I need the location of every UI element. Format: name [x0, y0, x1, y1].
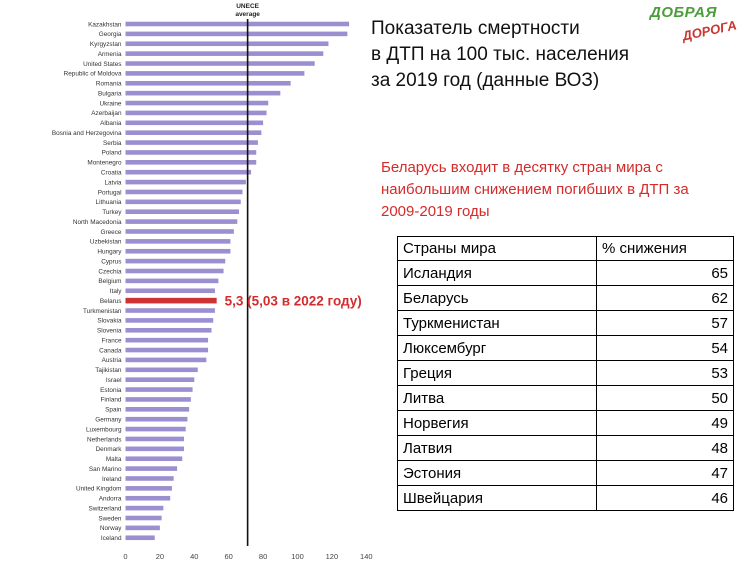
category-label: United Kingdom: [76, 485, 122, 493]
value-cell: 54: [597, 336, 734, 361]
logo-text-bottom: ДОРОГА: [681, 17, 738, 44]
bar-andorra: [126, 496, 171, 501]
table-header-row: [398, 237, 734, 261]
bar-poland: [126, 150, 257, 155]
bar-estonia: [126, 387, 193, 392]
bar-greece: [126, 229, 234, 234]
title-line-1: Показатель смертности: [371, 18, 580, 39]
bar-azerbaijan: [126, 111, 267, 116]
category-label: Turkmenistan: [83, 307, 122, 315]
bar-montenegro: [126, 160, 257, 165]
category-label: Cyprus: [101, 258, 122, 266]
x-tick-label: 20: [155, 552, 165, 561]
category-label: Denmark: [95, 446, 122, 454]
category-label: Slovenia: [96, 327, 122, 335]
category-label: Albania: [100, 120, 122, 128]
bar-finland: [126, 397, 191, 402]
header-percent: % снижения: [597, 237, 734, 261]
category-label: Georgia: [98, 31, 122, 39]
bar-kyrgyzstan: [126, 41, 329, 46]
table-row: [398, 311, 734, 336]
category-label: Uzbekistan: [89, 238, 122, 246]
x-tick-label: 40: [190, 552, 199, 561]
x-tick-label: 0: [123, 552, 128, 561]
bar-sweden: [126, 516, 162, 521]
bar-san-marino: [126, 466, 178, 471]
bar-north-macedonia: [126, 219, 238, 224]
bar-czechia: [126, 269, 224, 274]
country-cell: Норвегия: [398, 411, 597, 436]
bar-republic-of-moldova: [126, 71, 305, 76]
title-line-2: в ДТП на 100 тыс. населения: [371, 44, 630, 65]
category-label: Poland: [101, 149, 122, 157]
value-cell: 50: [597, 386, 734, 411]
bar-latvia: [126, 180, 246, 185]
bar-turkmenistan: [126, 308, 215, 313]
table-row: [398, 286, 734, 311]
category-label: Switzerland: [88, 505, 122, 513]
title-line-3: за 2019 год (данные ВОЗ): [371, 70, 600, 91]
country-cell: Швейцария: [398, 486, 597, 511]
category-label: Netherlands: [87, 436, 122, 444]
bar-bosnia-and-herzegovina: [126, 130, 262, 135]
category-label: Germany: [95, 416, 122, 424]
x-tick-label: 100: [291, 552, 304, 561]
category-label: Spain: [105, 406, 122, 414]
bar-malta: [126, 456, 183, 461]
bar-united-kingdom: [126, 486, 172, 491]
header-country: Страны мира: [398, 237, 597, 261]
bar-italy: [126, 288, 215, 293]
category-label: Norway: [99, 525, 122, 533]
value-cell: 47: [597, 461, 734, 486]
table-row: [398, 386, 734, 411]
value-cell: 48: [597, 436, 734, 461]
bar-croatia: [126, 170, 252, 175]
bar-luxembourg: [126, 427, 186, 432]
category-label: Armenia: [97, 50, 122, 58]
category-label: Ukraine: [99, 100, 122, 108]
bar-spain: [126, 407, 190, 412]
bar-bulgaria: [126, 91, 281, 96]
bar-netherlands: [126, 437, 184, 442]
value-cell: 62: [597, 286, 734, 311]
bar-tajikistan: [126, 368, 198, 373]
bar-slovenia: [126, 328, 212, 333]
bar-united-states: [126, 61, 315, 66]
category-label: Croatia: [100, 169, 122, 177]
country-cell: Эстония: [398, 461, 597, 486]
subtitle: [381, 157, 746, 223]
bar-kazakhstan: [126, 22, 350, 27]
category-label: Italy: [109, 288, 122, 296]
page-title: [371, 16, 681, 94]
country-cell: Люксембург: [398, 336, 597, 361]
category-label: Latvia: [104, 179, 122, 187]
category-label: Romania: [95, 80, 122, 88]
value-cell: 46: [597, 486, 734, 511]
category-label: Czechia: [98, 268, 122, 276]
bar-germany: [126, 417, 188, 422]
category-label: Belgium: [98, 278, 122, 286]
bar-cyprus: [126, 259, 226, 264]
category-label: Bulgaria: [98, 90, 122, 98]
category-label: Canada: [99, 347, 122, 355]
bar-serbia: [126, 140, 258, 145]
category-label: France: [101, 337, 122, 345]
x-tick-label: 140: [360, 552, 373, 561]
category-label: Lithuania: [95, 199, 122, 207]
category-label: Bosnia and Herzegovina: [51, 129, 122, 137]
belarus-annotation: 5,3 (5,03 в 2022 году): [224, 293, 362, 309]
country-cell: Греция: [398, 361, 597, 386]
table-row: [398, 261, 734, 286]
bar-israel: [126, 377, 195, 382]
category-label: Kyrgyzstan: [89, 41, 122, 49]
logo: [640, 3, 748, 53]
bar-canada: [126, 348, 209, 353]
category-label: Tajikistan: [95, 367, 122, 375]
bar-switzerland: [126, 506, 164, 511]
category-label: North Macedonia: [72, 218, 122, 226]
table-row: [398, 461, 734, 486]
category-label: Luxembourg: [85, 426, 122, 434]
bar-slovakia: [126, 318, 214, 323]
bar-hungary: [126, 249, 231, 254]
bar-belarus: [126, 298, 217, 304]
value-cell: 53: [597, 361, 734, 386]
bar-turkey: [126, 209, 240, 214]
bar-albania: [126, 121, 264, 126]
country-cell: Исландия: [398, 261, 597, 286]
category-label: San Marino: [88, 465, 122, 473]
bar-iceland: [126, 535, 155, 540]
value-cell: 65: [597, 261, 734, 286]
category-label: Serbia: [103, 139, 122, 147]
bar-georgia: [126, 32, 348, 37]
category-label: Andorra: [98, 495, 122, 503]
country-cell: Туркменистан: [398, 311, 597, 336]
x-tick-label: 60: [224, 552, 233, 561]
bar-portugal: [126, 190, 243, 195]
value-cell: 57: [597, 311, 734, 336]
category-label: Slovakia: [97, 317, 122, 325]
category-label: Azerbaijan: [91, 110, 122, 118]
table-row: [398, 411, 734, 436]
category-label: Montenegro: [87, 159, 122, 167]
x-tick-label: 120: [325, 552, 339, 561]
bar-norway: [126, 526, 160, 531]
category-label: Finland: [100, 396, 122, 404]
bar-denmark: [126, 447, 184, 452]
bar-uzbekistan: [126, 239, 231, 244]
category-label: Portugal: [97, 189, 122, 197]
category-label: Hungary: [97, 248, 122, 256]
bar-belgium: [126, 279, 219, 284]
category-label: Belarus: [99, 297, 122, 305]
reference-label-line2: average: [235, 11, 260, 18]
category-label: Greece: [100, 228, 122, 236]
category-label: Turkey: [102, 209, 122, 217]
category-label: Malta: [105, 456, 122, 464]
table-row: [398, 486, 734, 511]
x-tick-label: 80: [258, 552, 268, 561]
subtitle-line-1: Беларусь входит в десятку стран мира с: [381, 159, 663, 176]
category-label: Israel: [105, 376, 122, 384]
bar-france: [126, 338, 209, 343]
category-label: Republic of Moldova: [63, 70, 122, 78]
country-cell: Латвия: [398, 436, 597, 461]
category-label: Austria: [101, 357, 122, 365]
category-label: Sweden: [98, 515, 122, 523]
subtitle-line-3: 2009-2019 годы: [381, 203, 490, 220]
bar-lithuania: [126, 200, 241, 205]
subtitle-line-2: наибольшим снижением погибших в ДТП за: [381, 181, 689, 198]
country-cell: Беларусь: [398, 286, 597, 311]
category-label: Ireland: [101, 475, 122, 483]
bar-ireland: [126, 476, 174, 481]
reference-label-line1: UNECE: [236, 3, 260, 10]
category-label: Kazakhstan: [88, 21, 122, 29]
bar-romania: [126, 81, 291, 86]
category-label: Iceland: [100, 535, 122, 543]
category-label: United States: [83, 60, 122, 68]
logo-text-top: ДОБРАЯ: [650, 4, 717, 21]
country-cell: Литва: [398, 386, 597, 411]
bar-austria: [126, 358, 207, 363]
table-row: [398, 336, 734, 361]
value-cell: 49: [597, 411, 734, 436]
category-label: Estonia: [100, 386, 122, 394]
table-row: [398, 361, 734, 386]
bar-armenia: [126, 51, 324, 56]
reduction-table: [397, 236, 734, 511]
table-row: [398, 436, 734, 461]
